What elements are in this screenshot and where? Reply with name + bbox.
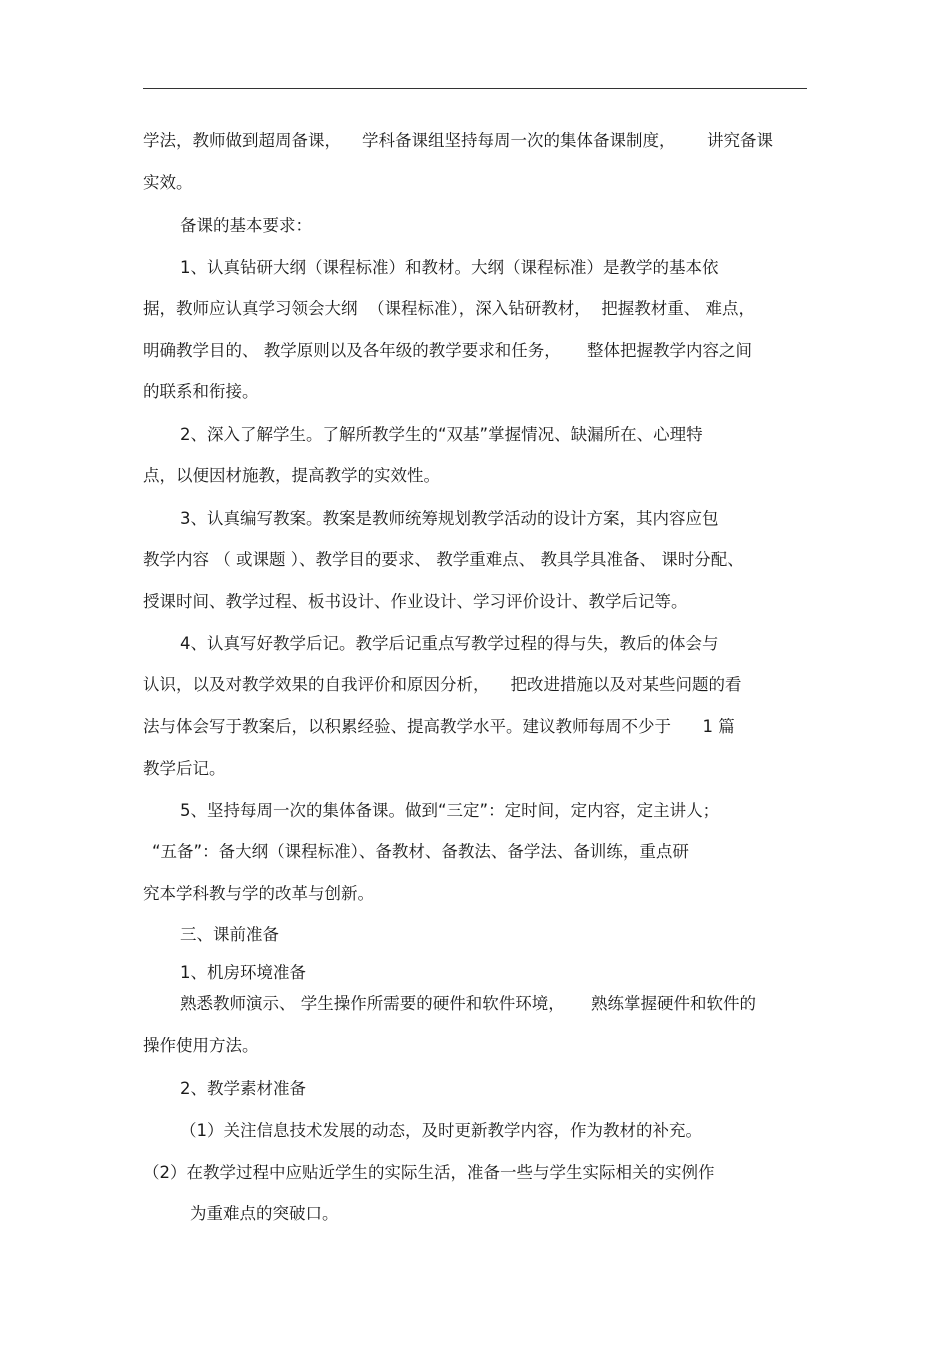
- text-line: 2、深入了解学生。了解所教学生的“双基”掌握情况、缺漏所在、心理特: [180, 425, 703, 444]
- subsection-heading: 1、机房环境准备: [180, 963, 306, 982]
- text-line: 的联系和衔接。: [143, 382, 259, 401]
- text-line: 1、认真钻研大纲（课程标准）和教材。大纲（课程标准）是教学的基本依: [180, 258, 719, 277]
- text-line: 3、认真编写教案。教案是教师统筹规划教学活动的设计方案，其内容应包: [180, 509, 719, 528]
- subsection-heading: 2、教学素材准备: [180, 1079, 306, 1098]
- text-line: 法与体会写于教案后，以积累经验、提高教学水平。建议教师每周不少于 1 篇: [143, 717, 735, 736]
- text-line: 实效。: [143, 173, 193, 192]
- text-line: 究本学科教与学的改革与创新。: [143, 884, 374, 903]
- text-line: 备课的基本要求：: [180, 216, 312, 235]
- text-line: 操作使用方法。: [143, 1036, 259, 1055]
- text-line: 教学后记。: [143, 759, 226, 778]
- text-line: “五备”：备大纲（课程标准）、备教材、备教法、备学法、备训练，重点研: [152, 842, 689, 861]
- text-line: 认识，以及对教学效果的自我评价和原因分析， 把改进措施以及对某些问题的看: [143, 675, 742, 694]
- text-line: 授课时间、教学过程、板书设计、作业设计、学习评价设计、教学后记等。: [143, 592, 688, 611]
- text-line: 明确教学目的、 教学原则以及各年级的教学要求和任务， 整体把握教学内容之间: [143, 341, 752, 360]
- text-line: 点，以便因材施教，提高教学的实效性。: [143, 466, 440, 485]
- header-rule: [143, 88, 807, 89]
- text-line: 据，教师应认真学习领会大纲 （课程标准），深入钻研教材， 把握教材重、 难点，: [143, 299, 755, 318]
- text-line: 熟悉教师演示、 学生操作所需要的硬件和软件环境， 熟练掌握硬件和软件的: [180, 994, 756, 1013]
- text-line: （2）在教学过程中应贴近学生的实际生活，准备一些与学生实际相关的实例作: [143, 1163, 715, 1182]
- text-line: （1）关注信息技术发展的动态，及时更新教学内容，作为教材的补充。: [180, 1121, 702, 1140]
- section-heading: 三、课前准备: [180, 925, 279, 944]
- text-line: 学法，教师做到超周备课， 学科备课组坚持每周一次的集体备课制度， 讲究备课: [143, 131, 773, 150]
- text-line: 教学内容 （ 或课题 ）、教学目的要求、 教学重难点、 教具学具准备、 课时分配、: [143, 550, 744, 569]
- text-line: 4、认真写好教学后记。教学后记重点写教学过程的得与失，教后的体会与: [180, 634, 719, 653]
- text-line: 为重难点的突破口。: [190, 1204, 339, 1223]
- text-line: 5、坚持每周一次的集体备课。做到“三定”：定时间，定内容，定主讲人；: [180, 801, 720, 820]
